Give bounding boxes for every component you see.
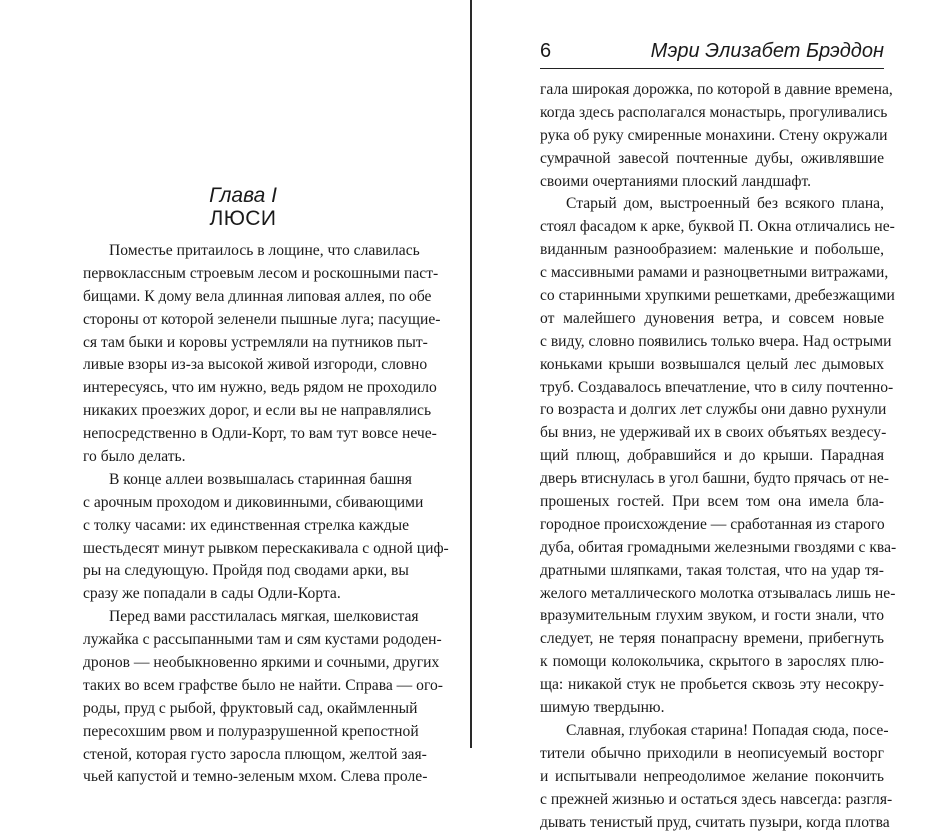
text-line: ся там быки и коровы устремляли на путников пыт- bbox=[83, 332, 403, 355]
text-line: го возраста и долгих лет службы они давно рухнули bbox=[540, 399, 884, 422]
text-line: дверь втиснулась в угол башни, будто прячась от не- bbox=[540, 468, 884, 491]
text-line: когда здесь располагался монастырь, прогуливались bbox=[540, 102, 884, 125]
text-line: коньками крыши возвышался целый лес дымовых bbox=[540, 354, 884, 377]
text-line: с толку часами: их единственная стрелка каждые bbox=[83, 515, 403, 538]
text-line: В конце аллеи возвышалась старинная башня bbox=[83, 469, 403, 492]
text-line: тители обычно приходили в неописуемый восторг bbox=[540, 743, 884, 766]
text-line: городное происхождение — сработанная из старого bbox=[540, 514, 884, 537]
text-line: ливые взоры из-за высокой живой изгороди, словно bbox=[83, 354, 403, 377]
text-line: и испытывали непреодолимое желание покончить bbox=[540, 766, 884, 789]
text-line: желого металлического молотка отзывалась лишь не- bbox=[540, 583, 884, 606]
page-number: 6 bbox=[540, 40, 551, 63]
text-line: го было делать. bbox=[83, 446, 403, 469]
text-line: прошеных гостей. При всем том она имела бла- bbox=[540, 491, 884, 514]
text-line: с виду, словно появились только вчера. Над острыми bbox=[540, 331, 884, 354]
text-line: с массивными рамами и разноцветными витражами, bbox=[540, 262, 884, 285]
text-line: Старый дом, выстроенный без всякого плана, bbox=[540, 193, 884, 216]
text-line: дуба, обитая громадными железными гвоздями с ква- bbox=[540, 537, 884, 560]
chapter-label: Глава I bbox=[83, 184, 403, 208]
text-line: дратными шляпками, такая толстая, что на удар тя- bbox=[540, 560, 884, 583]
text-line: роды, пруд с рыбой, фруктовый сад, окаймленный bbox=[83, 698, 403, 721]
text-line: виданным разнообразием: маленькие и побольше, bbox=[540, 239, 884, 262]
text-line: труб. Создавалось впечатление, что в силу почтенно- bbox=[540, 377, 884, 400]
text-line: стороны от которой зеленели пышные луга; пасущие- bbox=[83, 309, 403, 332]
text-line: непосредственно в Одли-Корт, то вам тут вовсе нече- bbox=[83, 423, 403, 446]
text-line: таких во всем графстве было не найти. Справа — ого- bbox=[83, 675, 403, 698]
running-head-author: Мэри Элизабет Брэддон bbox=[651, 40, 884, 63]
text-line: вразумительным глухим звуком, и гости знали, что bbox=[540, 605, 884, 628]
text-line: с прежней жизнью и остаться здесь навсегда: разгля- bbox=[540, 789, 884, 812]
text-line: дывать тенистый пруд, считать пузыри, когда плотва bbox=[540, 812, 884, 834]
text-line: интересуясь, что им нужно, ведь рядом не проходило bbox=[83, 377, 403, 400]
text-line: с арочным проходом и диковинными, сбивающими bbox=[83, 492, 403, 515]
text-line: сумрачной завесой почтенные дубы, оживлявшие bbox=[540, 148, 884, 171]
text-line: чьей капустой и темно-зеленым мхом. Слева проле- bbox=[83, 766, 403, 789]
text-line: стоял фасадом к арке, буквой П. Окна отличались не- bbox=[540, 216, 884, 239]
text-line: рука об руку смиренные монахини. Стену окружали bbox=[540, 125, 884, 148]
left-page-body bbox=[83, 240, 403, 789]
text-line: дронов — необыкновенно яркими и сочными, других bbox=[83, 652, 403, 675]
text-line: своими очертаниями плоский ландшафт. bbox=[540, 171, 884, 194]
text-line: к помощи колокольчика, скрытого в зарослях плю- bbox=[540, 651, 884, 674]
text-line: стеной, которая густо заросла плющом, желтой зая- bbox=[83, 744, 403, 767]
text-line: лужайка с рассыпанными там и сям кустами рододен- bbox=[83, 629, 403, 652]
text-line: следует, не теряя понапрасну времени, прибегнуть bbox=[540, 628, 884, 651]
text-line: сразу же попадали в сады Одли-Корта. bbox=[83, 583, 403, 606]
book-spine bbox=[470, 0, 472, 748]
text-line: пересохшим рвом и полуразрушенной крепостной bbox=[83, 721, 403, 744]
text-line: Славная, глубокая старина! Попадая сюда, посе- bbox=[540, 720, 884, 743]
text-line: щий плющ, добравшийся и до крыши. Парадная bbox=[540, 445, 884, 468]
text-line: шимую твердыню. bbox=[540, 697, 884, 720]
text-line: Перед вами расстилалась мягкая, шелковистая bbox=[83, 606, 403, 629]
text-line: со старинными хрупкими решетками, дребезжащими bbox=[540, 285, 884, 308]
text-line: никаких проезжих дорог, и если вы не направлялись bbox=[83, 400, 403, 423]
running-head bbox=[540, 40, 884, 69]
text-line: ща: никакой стук не пробьется сквозь эту несокру- bbox=[540, 674, 884, 697]
text-line: шестьдесят минут рывком перескакивала с одной циф- bbox=[83, 538, 403, 561]
text-line: Поместье притаилось в лощине, что славилась bbox=[83, 240, 403, 263]
text-line: бы вниз, не удерживай их в своих объятьях вездесу- bbox=[540, 422, 884, 445]
text-line: первоклассным строевым лесом и роскошными паст- bbox=[83, 263, 403, 286]
chapter-title: ЛЮСИ bbox=[83, 207, 403, 231]
text-line: гала широкая дорожка, по которой в давние времена, bbox=[540, 79, 884, 102]
text-line: ры на следующую. Пройдя под сводами арки, вы bbox=[83, 560, 403, 583]
right-page-body bbox=[540, 79, 884, 834]
text-line: от малейшего дуновения ветра, и совсем новые bbox=[540, 308, 884, 331]
text-line: бищами. К дому вела длинная липовая аллея, по обе bbox=[83, 286, 403, 309]
